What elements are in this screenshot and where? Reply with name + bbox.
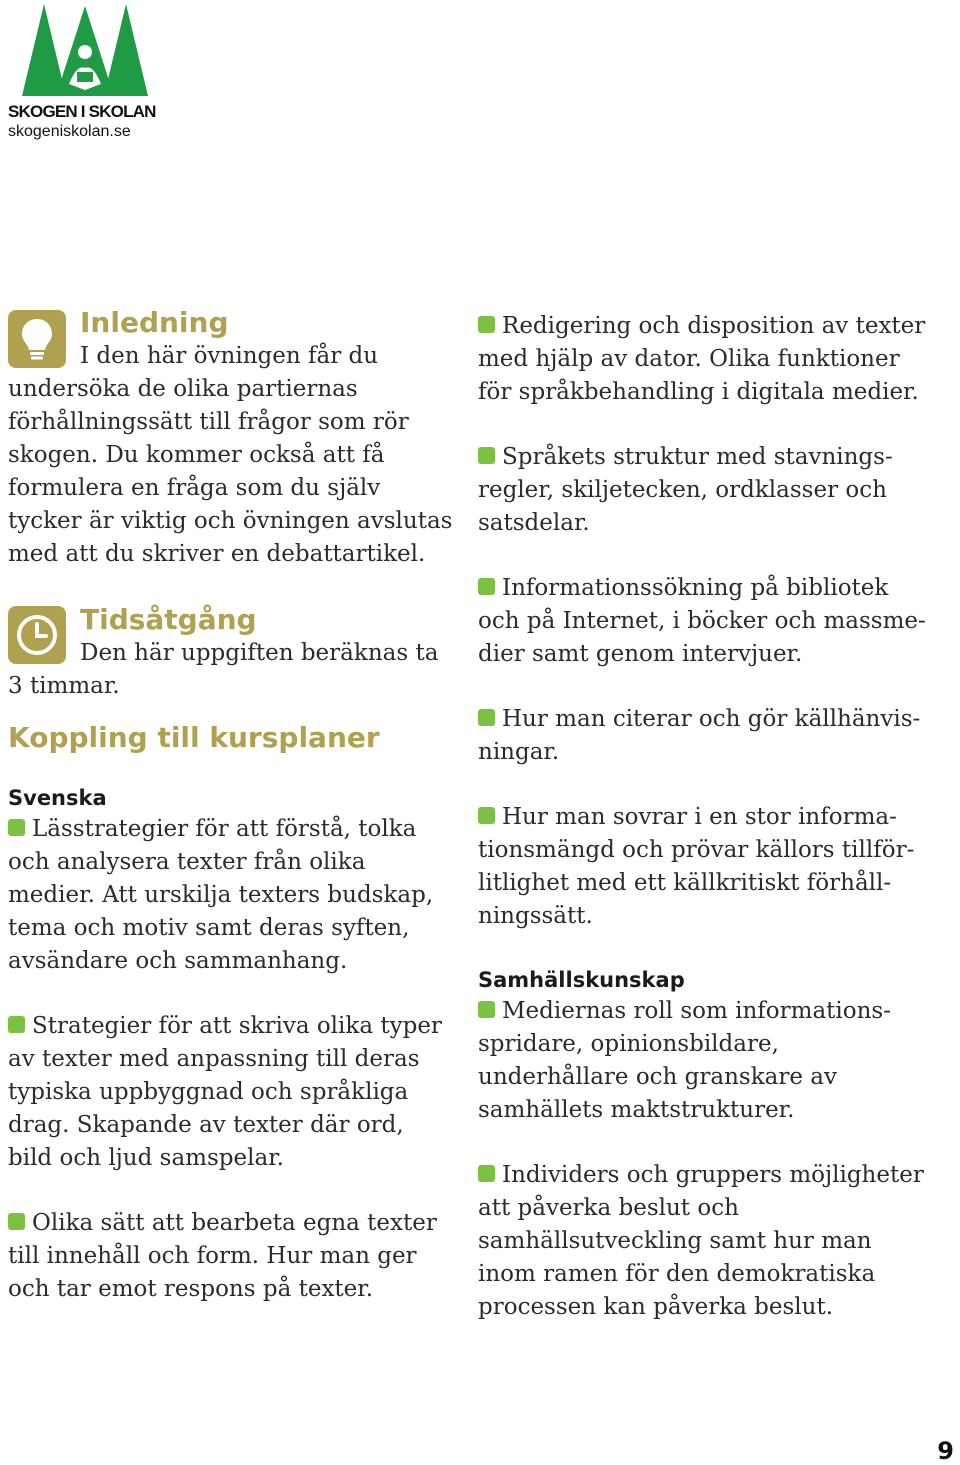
intro-section (8, 306, 454, 571)
list-item-text: Olika sätt att bearbeta egna texter till innehåll och form. Hur man ger och tar emot respons på texter. (8, 1210, 437, 1302)
bullet-icon (478, 807, 495, 824)
list-item-text: Hur man citerar och gör källhänvisningar. (478, 706, 921, 765)
list-item (478, 703, 928, 769)
list-item-text: Språkets struktur med stavningsregler, skiljetecken, ordklasser och satsdelar. (478, 444, 893, 536)
list-item-text: Lässtrategier för att förstå, tolka och analysera texter från olika medier. Att urskilja texters budskap, tema och motiv samt deras syften, avsändare och sammanhang. (8, 816, 434, 974)
list-item-text: Strategier för att skriva olika typer av texter med anpassning till deras typiska uppbyggnad och språkliga drag. Skapande av texter där ord, bild och ljud samspelar. (8, 1013, 442, 1171)
bullet-icon (478, 447, 495, 464)
list-item (478, 801, 928, 933)
brand-name: SKOGEN I SKOLAN (8, 102, 156, 121)
logo (8, 4, 158, 144)
bullet-icon (8, 819, 25, 836)
curriculum-title: Koppling till kursplaner (8, 721, 380, 754)
list-item (478, 441, 928, 540)
time-title: Tidsåtgång (80, 603, 257, 636)
list-item (478, 995, 928, 1127)
list-item (8, 813, 454, 978)
list-item (478, 1159, 928, 1324)
left-column (8, 306, 454, 1338)
right-column (478, 310, 928, 1356)
time-text: Den här uppgiften beräknas ta 3 timmar. (8, 640, 439, 699)
list-item (478, 572, 928, 671)
lightbulb-icon (8, 310, 66, 368)
list-item (8, 1207, 454, 1306)
svenska-title: Svenska (8, 786, 107, 810)
list-item-text: Mediernas roll som informationsspridare, opinionsbildare, underhållare och granskare av samhällets maktstrukturer. (478, 998, 892, 1123)
list-item (478, 310, 928, 409)
list-item-text: Hur man sovrar i en stor informationsmängd och prövar källors tillförlitlighet med ett källkritiskt förhållningssätt. (478, 804, 915, 929)
list-item (8, 1010, 454, 1175)
bullet-icon (478, 316, 495, 333)
list-item-text: Informationssökning på bibliotek och på Internet, i böcker och massmedier samt genom intervjuer. (478, 575, 926, 667)
list-item-text: Redigering och disposition av texter med hjälp av dator. Olika funktioner för språkbehandling i digitala medier. (478, 313, 926, 405)
bullet-icon (8, 1016, 25, 1033)
list-item-text: Individers och gruppers möjligheter att påverka beslut och samhällsutveckling samt hur man inom ramen för den demokratiska processen kan påverka beslut. (478, 1162, 924, 1320)
forest-logo-icon (22, 4, 148, 100)
time-section (8, 603, 454, 703)
bullet-icon (8, 1213, 25, 1230)
bullet-icon (478, 1001, 495, 1018)
clock-icon (8, 606, 66, 664)
bullet-icon (478, 1165, 495, 1182)
bullet-icon (478, 578, 495, 595)
intro-title: Inledning (80, 306, 229, 339)
brand-url: skogeniskolan.se (8, 123, 131, 140)
samhall-title: Samhällskunskap (478, 968, 685, 992)
bullet-icon (478, 709, 495, 726)
intro-text: I den här övningen får du undersöka de olika partiernas förhållningssätt till frågor som rör skogen. Du kommer också att få formulera en fråga som du själv tycker är viktig och övningen avslutas med att du skriver en debattartikel. (8, 343, 453, 567)
page-number: 9 (937, 1437, 954, 1465)
